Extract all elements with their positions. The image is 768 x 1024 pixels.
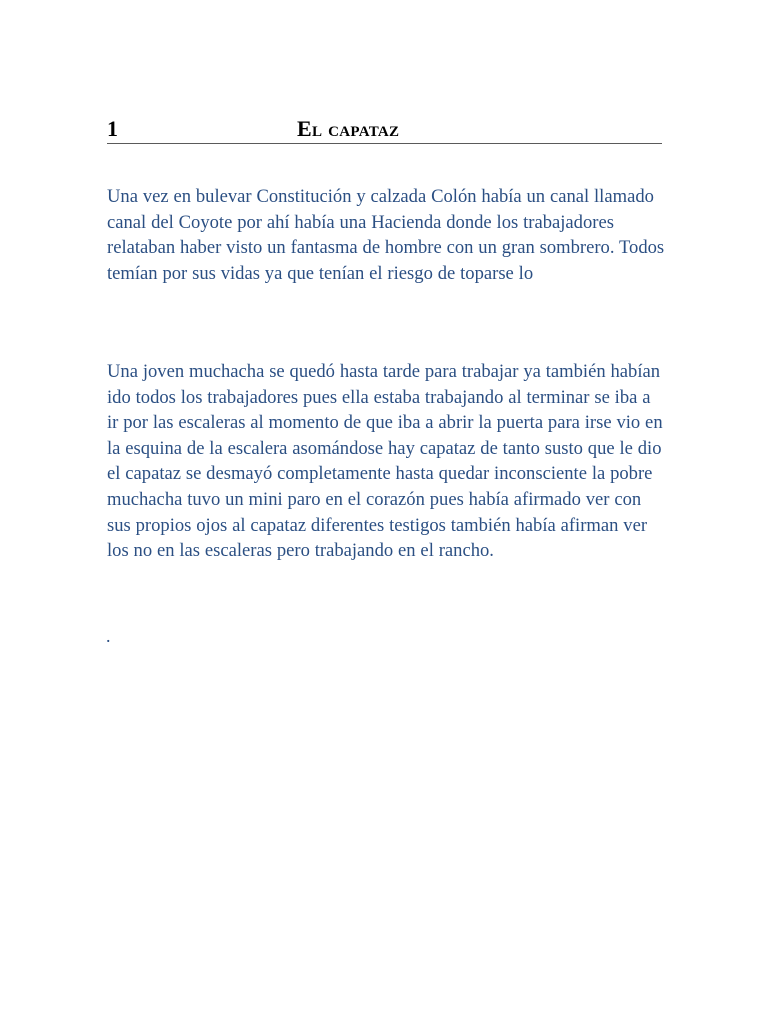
chapter-title: El capataz	[297, 116, 400, 141]
trailing-period: .	[106, 626, 111, 646]
chapter-number: 1	[107, 116, 118, 141]
story-paragraph-1: Una vez en bulevar Constitución y calzada Colón había un canal llamado canal del Coyote por ahí había una Hacienda donde los trabajadores relataban haber visto un fantasma de hombre con un gran sombrero. Todos temían por sus vidas ya que tenían el riesgo de toparse lo	[107, 186, 665, 284]
chapter-heading	[107, 116, 662, 144]
story-paragraph-2: Una joven muchacha se quedó hasta tarde para trabajar ya también habían ido todos los trabajadores pues ella estaba trabajando al terminar se iba a ir por las escaleras al momento de que iba a abrir la puerta para irse vio en la esquina de la escalera asomándose hay capataz de tanto susto que le dio el capataz se desmayó completamente hasta quedar inconsciente la pobre muchacha tuvo un mini paro en el corazón pues había afirmado ver con sus propios ojos al capataz diferentes testigos también había afirman ver los no en las escaleras pero trabajando en el rancho.	[107, 361, 663, 562]
